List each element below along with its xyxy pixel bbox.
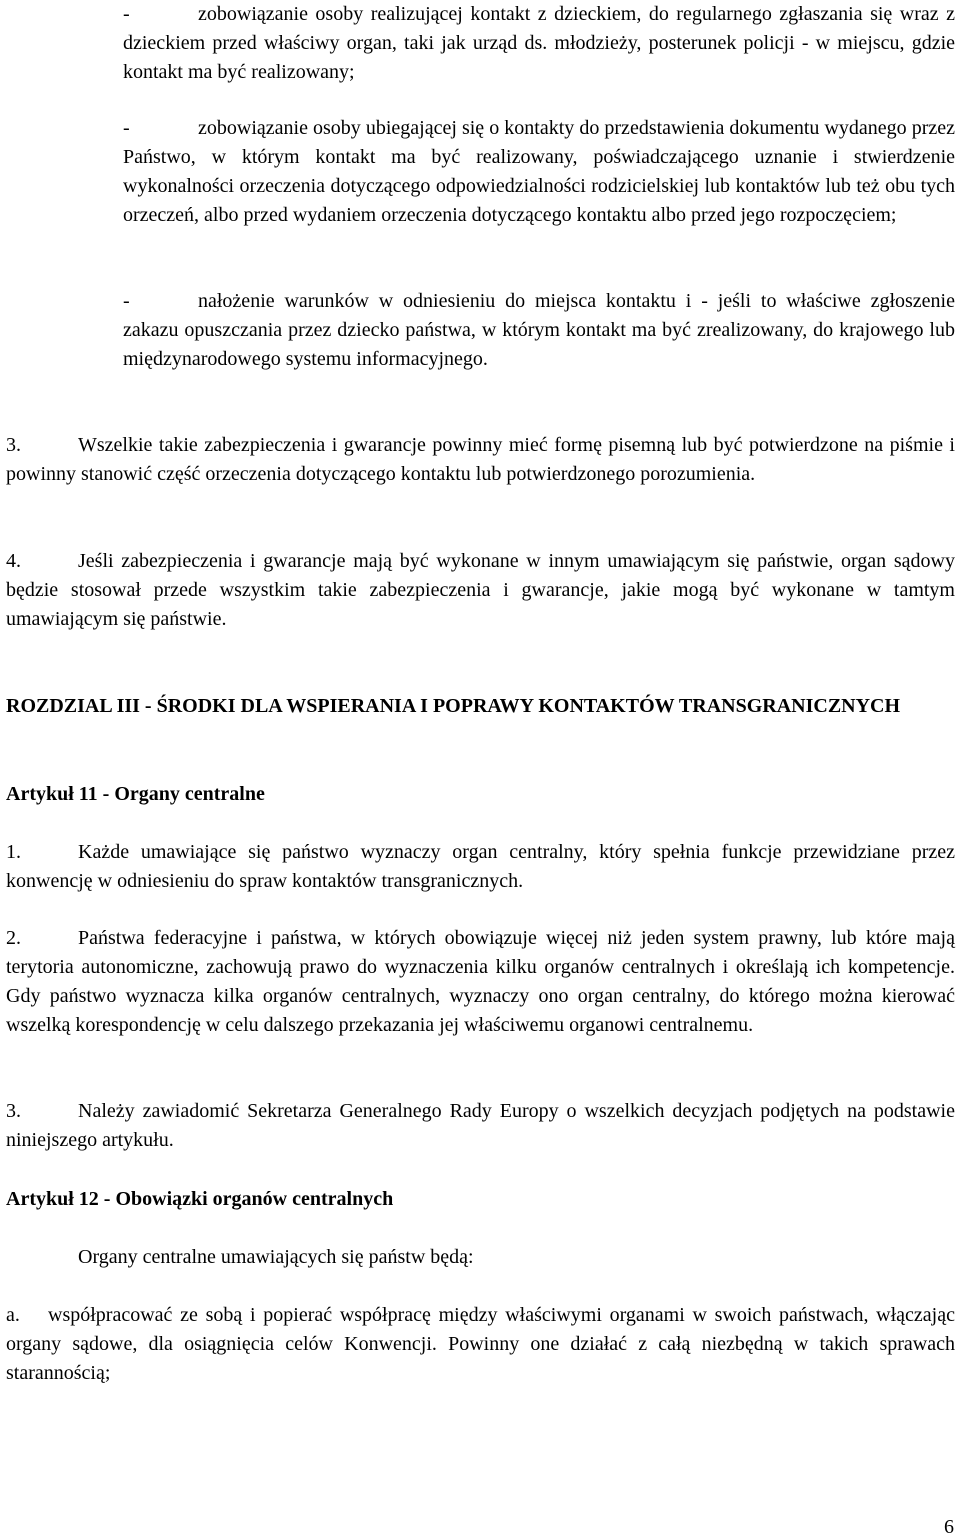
article-12-heading: Artykuł 12 - Obowiązki organów centralnych: [6, 1188, 394, 1210]
paragraph-text: współpracować ze sobą i popierać współpracę między właściwymi organami w swoich państwach, włączając organy sądowe, dla osiągnięcia celów Konwencji. Powinny one działać z całą niezbędną w takich sprawach starannością;: [6, 1304, 955, 1384]
intro-paragraph: [6, 1243, 955, 1272]
chapter-heading: ROZDZIAL III - ŚRODKI DLA WSPIERANIA I POPRAWY KONTAKTÓW TRANSGRANICZNYCH: [6, 695, 901, 717]
bullet-text: zobowiązanie osoby ubiegającej się o kontakty do przedstawienia dokumentu wydanego przez Państwo, w którym kontakt ma być realizowany, poświadczającego uznanie i stwierdzenie wykonalności orzeczenia dotyczącego odpowiedzialności rodzicielskiej lub kontaktów lub też obu tych orzeczeń, albo przed wydaniem orzeczenia dotyczącego kontaktu albo przed jego rozpoczęciem;: [123, 117, 955, 226]
page-number: 6: [944, 1516, 954, 1538]
bullet-dash: -: [123, 117, 130, 139]
lettered-paragraph: [6, 1301, 955, 1388]
bullet-dash: -: [123, 3, 130, 25]
paragraph-text: Państwa federacyjne i państwa, w których obowiązuje więcej niż jeden system prawny, lub które mają terytoria autonomiczne, zachowują prawo do wyznaczenia kilku organów centralnych i określają ich kompetencje. Gdy państwo wyznacza kilka organów centralnych, wyznaczy ono organ centralny, do którego można kierować wszelką korespondencję w celu dalszego przekazania jej właściwemu organowi centralnemu.: [6, 927, 955, 1036]
paragraph-number: 3.: [6, 434, 21, 456]
bullet-text: zobowiązanie osoby realizującej kontakt z dzieckiem, do regularnego zgłaszania się wraz z dzieckiem przed właściwy organ, taki jak urząd ds. młodzieży, posterunek policji - w miejscu, gdzie kontakt ma być realizowany;: [123, 3, 955, 83]
numbered-paragraph: [6, 1097, 955, 1155]
paragraph-text: Każde umawiające się państwo wyznaczy organ centralny, który spełnia funkcje przewidziane przez konwencję w odniesieniu do spraw kontaktów transgranicznych.: [6, 841, 955, 892]
bullet-paragraph: [123, 287, 955, 374]
numbered-paragraph: [6, 838, 955, 896]
article-11-heading: Artykuł 11 - Organy centralne: [6, 783, 265, 805]
numbered-paragraph: [6, 431, 955, 489]
paragraph-text: Należy zawiadomić Sekretarza Generalnego Rady Europy o wszelkich decyzjach podjętych na podstawie niniejszego artykułu.: [6, 1100, 955, 1151]
paragraph-number: 1.: [6, 841, 21, 863]
paragraph-number: 2.: [6, 927, 21, 949]
paragraph-letter: a.: [6, 1304, 20, 1326]
paragraph-number: 4.: [6, 550, 21, 572]
intro-text: Organy centralne umawiających się państw będą:: [78, 1246, 474, 1268]
numbered-paragraph: [6, 924, 955, 1040]
paragraph-text: Wszelkie takie zabezpieczenia i gwarancje powinny mieć formę pisemną lub być potwierdzone na piśmie i powinny stanowić część orzeczenia dotyczącego kontaktu lub potwierdzonego porozumienia.: [6, 434, 955, 485]
paragraph-text: Jeśli zabezpieczenia i gwarancje mają być wykonane w innym umawiającym się państwie, organ sądowy będzie stosował przede wszystkim takie zabezpieczenia i gwarancje, jakie mogą być wykonane w tamtym umawiającym się państwie.: [6, 550, 955, 630]
bullet-paragraph: [123, 0, 955, 87]
bullet-text: nałożenie warunków w odniesieniu do miejsca kontaktu i - jeśli to właściwe zgłoszenie zakazu opuszczania przez dziecko państwa, w którym kontakt ma być zrealizowany, do krajowego lub międzynarodowego systemu informacyjnego.: [123, 290, 955, 370]
numbered-paragraph: [6, 547, 955, 634]
bullet-paragraph: [123, 114, 955, 230]
bullet-dash: -: [123, 290, 130, 312]
paragraph-number: 3.: [6, 1100, 21, 1122]
